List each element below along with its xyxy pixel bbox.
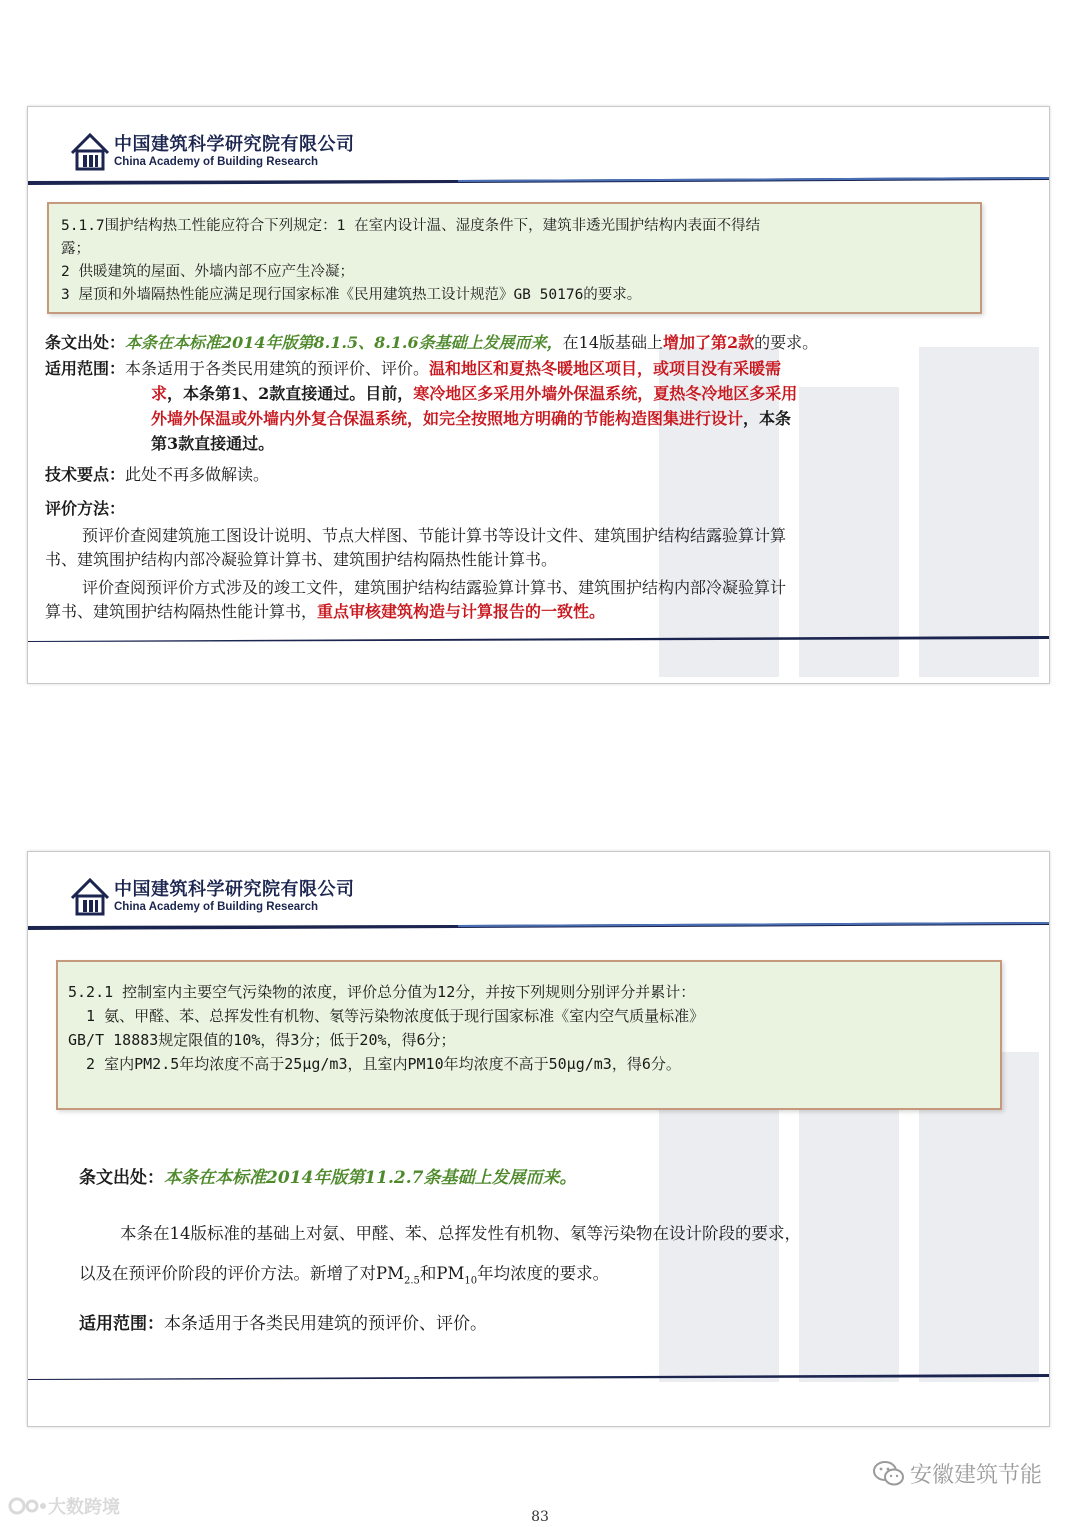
scope-text: ，本条第1、2款直接通过。目前，: [167, 384, 414, 403]
para-text: 和PM: [419, 1264, 465, 1283]
method-p2-line2: [45, 600, 605, 624]
tech-label: 技术要点：: [45, 465, 126, 484]
header-band: [28, 922, 1049, 930]
scope-label: 适用范围：: [79, 1314, 164, 1334]
footer-band: [28, 1374, 1049, 1380]
scope-line-2: [151, 382, 797, 406]
clause-box-5-1-7: [47, 202, 982, 314]
pm25-subscript: 2.5: [404, 1275, 420, 1287]
source-label: 条文出处：: [79, 1168, 164, 1188]
slide-1: [27, 106, 1050, 684]
method-label-line: [45, 497, 125, 521]
scope-highlight: 寒冷地区多采用外墙外保温系统，夏热冬冷地区多采用: [413, 384, 798, 403]
para-text: 年均浓度的要求。: [477, 1264, 610, 1283]
logo-en-text: China Academy of Building Research: [114, 156, 319, 168]
footer-band: [28, 636, 1049, 642]
para-line-1: 本条在14版标准的基础上对氨、甲醛、苯、总挥发性有机物、氡等污染物在设计阶段的要求，: [120, 1224, 801, 1243]
para-line-2: [79, 1262, 609, 1293]
clause-line: 1 氨、甲醛、苯、总挥发性有机物、氡等污染物浓度低于现行国家标准《室内空气质量标准》: [68, 1007, 705, 1025]
scope-text: ，本条: [743, 409, 792, 428]
clause-line: 2 室内PM2.5年均浓度不高于25μg/m3，且室内PM10年均浓度不高于50μg/m3，得6分。: [68, 1055, 681, 1073]
tech-line: [45, 463, 269, 487]
method-highlight: 重点审核建筑构造与计算报告的一致性。: [317, 602, 606, 621]
corner-watermark-text: 大数跨境: [48, 1497, 120, 1518]
scope-highlight: 求: [151, 384, 168, 403]
source-line: [45, 331, 818, 355]
source-text-2: 在14版基础上: [562, 333, 664, 352]
method-p1-line1: 预评价查阅建筑施工图设计说明、节点大样图、节能计算书等设计文件、建筑围护结构结露验算计算: [82, 526, 787, 545]
logo-en-text: China Academy of Building Research: [114, 901, 319, 913]
source-text-3: 的要求。: [754, 333, 819, 352]
logo-cn-text: 中国建筑科学研究院有限公司: [114, 134, 355, 155]
scope-line-1: [45, 357, 781, 381]
tech-text: 此处不再多做解读。: [125, 465, 270, 484]
method-p2-line1: 评价查阅预评价方式涉及的竣工文件，建筑围护结构结露验算计算书、建筑围护结构内部冷凝验算计: [82, 578, 787, 597]
wechat-account-name: 安徽建筑节能: [909, 1463, 1042, 1488]
scope-line-4: [151, 432, 274, 456]
header-band: [28, 177, 1049, 185]
clause-line: 2 供暖建筑的屋面、外墙内部不应产生冷凝；: [61, 264, 354, 280]
cabr-logo-icon: [68, 876, 112, 918]
company-logo: [68, 876, 355, 918]
method-label: 评价方法：: [45, 499, 126, 518]
slide-2: [27, 851, 1050, 1427]
clause-line: 3 屋顶和外墙隔热性能应满足现行国家标准《民用建筑热工设计规范》GB 50176的要求。: [61, 287, 642, 303]
method-p1-line2: 书、建筑围护结构内部冷凝验算计算书、建筑围护结构隔热性能计算书。: [45, 550, 558, 569]
scope-text: 第3款直接通过。: [151, 434, 275, 453]
scope-line: [79, 1312, 487, 1336]
clause-line: 露；: [61, 241, 90, 257]
source-line: [79, 1166, 576, 1190]
pm10-subscript: 10: [464, 1275, 478, 1287]
source-text: 本条在本标准2014年版第11.2.7条基础上发展而来。: [164, 1168, 577, 1188]
page-number: 83: [531, 1509, 549, 1525]
method-text: 算书、建筑围护结构隔热性能计算书，: [45, 602, 318, 621]
scope-text: 本条适用于各类民用建筑的预评价、评价。: [164, 1314, 487, 1334]
source-label: 条文出处：: [45, 333, 126, 352]
source-text: 本条在本标准2014年版第8.1.5、8.1.6条基础上发展而来，: [125, 333, 563, 352]
scope-line-3: [151, 407, 791, 431]
cabr-logo-icon: [68, 131, 112, 173]
company-logo: [68, 131, 355, 173]
clause-line: GB/T 18883规定限值的10%，得3分；低于20%，得6分；: [68, 1031, 456, 1049]
clause-line: 5.2.1 控制室内主要空气污染物的浓度，评价总分值为12分，并按下列规则分别评分并累计：: [68, 983, 696, 1001]
scope-highlight: 温和地区和夏热冬暖地区项目，或项目没有采暖需: [429, 359, 782, 378]
scope-label: 适用范围：: [45, 359, 126, 378]
wechat-watermark: [872, 1458, 1042, 1489]
wechat-icon: [872, 1459, 906, 1489]
clause-box-5-2-1: [56, 960, 1002, 1110]
clause-line: 5.1.7围护结构热工性能应符合下列规定：1 在室内设计温、湿度条件下，建筑非透光围护结构内表面不得结: [61, 218, 761, 234]
source-highlight: 增加了第2款: [663, 333, 755, 352]
scope-highlight: 外墙外保温或外墙内外复合保温系统，如完全按照地方明确的节能构造图集进行设计: [151, 409, 744, 428]
scope-text: 本条适用于各类民用建筑的预评价、评价。: [125, 359, 430, 378]
logo-cn-text: 中国建筑科学研究院有限公司: [114, 879, 355, 900]
para-text: 以及在预评价阶段的评价方法。新增了对PM: [79, 1264, 404, 1283]
